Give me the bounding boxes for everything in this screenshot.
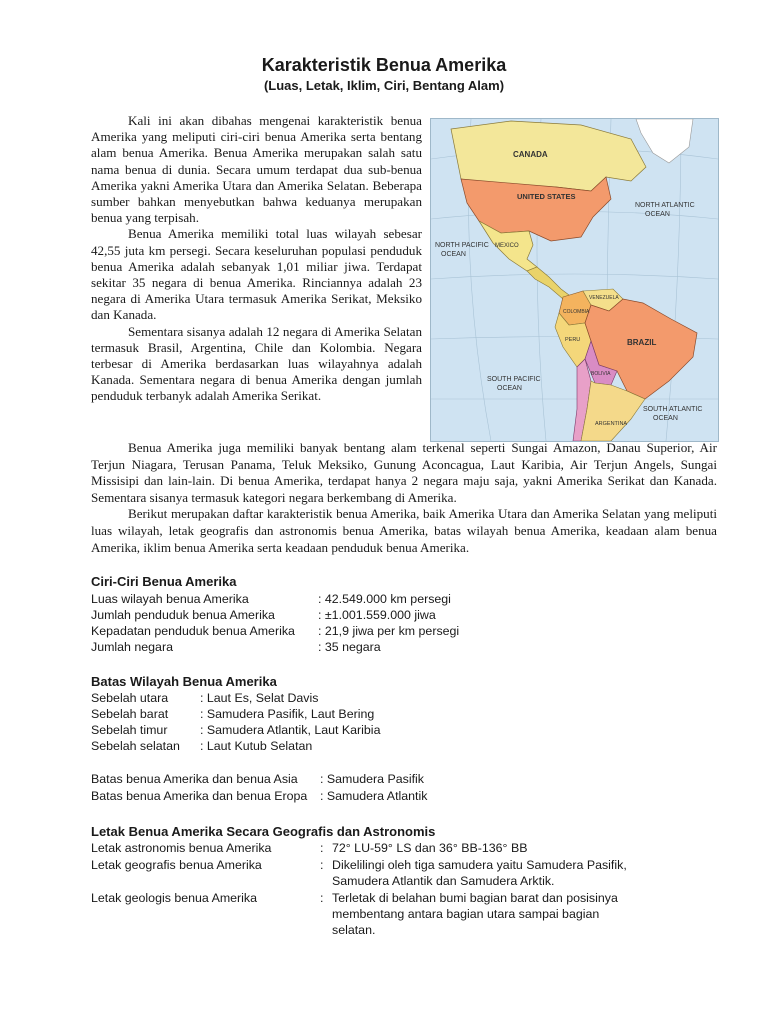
batas-row-value: : Laut Es, Selat Davis [200, 691, 319, 705]
intro-paragraph-1: Kali ini akan dibahas mengenai karakteristik benua Amerika yang meliputi ciri-ciri benua Amerika serta bentang alam benua Amerika. Benua Amerika merupakan salah satu nama benua di dunia. Secara umum terdapat dua sub-benua Amerika yakni Amerika Utara dan Amerika Selatan. Beberapa sumber bahkan menyebutkan bahwa keduanya merupakan benua yang terpisah. [91, 113, 422, 226]
map-label-south-atlantic: SOUTH ATLANTIC [643, 406, 703, 413]
batas-heading: Batas Wilayah Benua Amerika [91, 674, 277, 689]
map-label-mexico: MEXICO [495, 243, 519, 249]
intro-paragraph-2: Benua Amerika memiliki total luas wilayah sebesar 42,55 juta km persegi. Secara keseluruhan populasi penduduk benua Amerika adalah sebanyak 1,01 miliar jiwa. Terdapat sekitar 35 negara di benua Amerika. Rinciannya adalah 23 negara di Amerika Utara termasuk Amerika Serikat, Meksiko dan Kanada. [91, 226, 422, 323]
ciri-heading: Ciri-Ciri Benua Amerika [91, 574, 237, 589]
letak-row-key: Letak astronomis benua Amerika [91, 841, 272, 855]
ciri-row-value: : ±1.001.559.000 jiwa [318, 608, 436, 622]
page-title: Karakteristik Benua Amerika [261, 55, 507, 75]
body-paragraph-1: Benua Amerika juga memiliki banyak bentang alam terkenal seperti Sungai Amazon, Danau Superior, Air Terjun Niagara, Terusan Panama, Teluk Meksiko, Gunung Aconcagua, Laut Karibia, Air Terjun Angels, Sungai Missisipi dan lain-lain. Di benua Amerika, terdapat hanya 2 negara maju saja, yakni Amerika Serikat dan Kanada. Sementara sisanya termasuk kategori negara berkembang di Amerika. [91, 440, 717, 505]
letak-row-value: 72° LU-59° LS dan 36° BB-136° BB [332, 841, 528, 855]
ciri-row-key: Jumlah negara [91, 640, 173, 654]
map-label-brazil: BRAZIL [627, 338, 657, 347]
letak-row-key: Letak geologis benua Amerika [91, 891, 258, 905]
ciri-row-key: Luas wilayah benua Amerika [91, 592, 249, 606]
map-label-argentina: ARGENTINA [595, 421, 628, 427]
ciri-row-value: : 42.549.000 km persegi [318, 592, 451, 606]
map-label-united-states: UNITED STATES [517, 192, 576, 201]
ciri-row-key: Jumlah penduduk benua Amerika [91, 608, 275, 622]
batas-row-key: Sebelah utara [91, 691, 169, 705]
letak-row-value: Terletak di belahan bumi bagian barat dan posisinya membentang antara bagian utara sampai bagian selatan. [332, 891, 618, 937]
intro-paragraph-3: Sementara sisanya adalah 12 negara di Amerika Selatan termasuk Brasil, Argentina, Chile dan Kolombia. Negara terbesar di Amerika berdasarkan luas wilayahnya adalah Kanada. Sementara negara di benua Amerika dengan jumlah penduduk terbanyk adalah Amerika Serikat. [91, 323, 422, 404]
intro-text [91, 113, 422, 405]
batas-row-key: Sebelah timur [91, 723, 168, 737]
map-label-ocean-2: OCEAN [441, 251, 466, 258]
letak-row-key: Letak geografis benua Amerika [91, 858, 262, 872]
body-text [91, 440, 717, 556]
batas-row-value: : Laut Kutub Selatan [200, 739, 313, 753]
letak-row-value: Dikelilingi oleh tiga samudera yaitu Samudera Pasifik, Samudera Atlantik dan Samudera Arktik. [332, 858, 627, 888]
americas-map-svg [431, 119, 718, 441]
map-label-north-pacific: NORTH PACIFIC [435, 242, 489, 249]
page-subtitle: (Luas, Letak, Iklim, Ciri, Bentang Alam) [263, 78, 505, 93]
letak-row-colon: : [320, 841, 324, 855]
batas-row-value: : Samudera Atlantik, Laut Karibia [200, 723, 381, 737]
map-label-canada: CANADA [513, 150, 548, 159]
batas-row-key: Sebelah selatan [91, 739, 180, 753]
letak-heading: Letak Benua Amerika Secara Geografis dan Astronomis [91, 824, 436, 839]
batas-continent-value: : Samudera Atlantik [320, 789, 428, 803]
map-label-ocean-1: OCEAN [645, 211, 670, 218]
batas-continent-value: : Samudera Pasifik [320, 772, 424, 786]
batas-continent-key: Batas benua Amerika dan benua Eropa [91, 789, 308, 803]
map-label-south-pacific: SOUTH PACIFIC [487, 376, 541, 383]
letak-row-colon: : [320, 891, 324, 905]
map-label-ocean-3: OCEAN [497, 385, 522, 392]
map-label-venezuela: VENEZUELA [589, 295, 619, 301]
body-paragraph-2: Berikut merupakan daftar karakteristik benua Amerika, baik Amerika Utara dan Amerika Selatan yang meliputi luas wilayah, letak geografis dan astronomis benua Amerika, batas wilayah benua Amerika, keadaan alam benua Amerika, iklim benua Amerika serta keadaan penduduk benua Amerika. [91, 506, 717, 555]
batas-continent-key: Batas benua Amerika dan benua Asia [91, 772, 298, 786]
americas-map [430, 118, 719, 442]
map-label-peru: PERU [565, 337, 581, 343]
ciri-row-value: : 21,9 jiwa per km persegi [318, 624, 460, 638]
ciri-row-value: : 35 negara [318, 640, 381, 654]
batas-row-value: : Samudera Pasifik, Laut Bering [200, 707, 375, 721]
batas-row-key: Sebelah barat [91, 707, 169, 721]
map-label-bolivia: BOLIVIA [591, 371, 611, 377]
map-label-north-atlantic: NORTH ATLANTIC [635, 202, 695, 209]
map-label-colombia: COLOMBIA [563, 309, 590, 315]
ciri-row-key: Kepadatan penduduk benua Amerika [91, 624, 295, 638]
map-label-ocean-4: OCEAN [653, 415, 678, 422]
letak-row-colon: : [320, 858, 324, 872]
